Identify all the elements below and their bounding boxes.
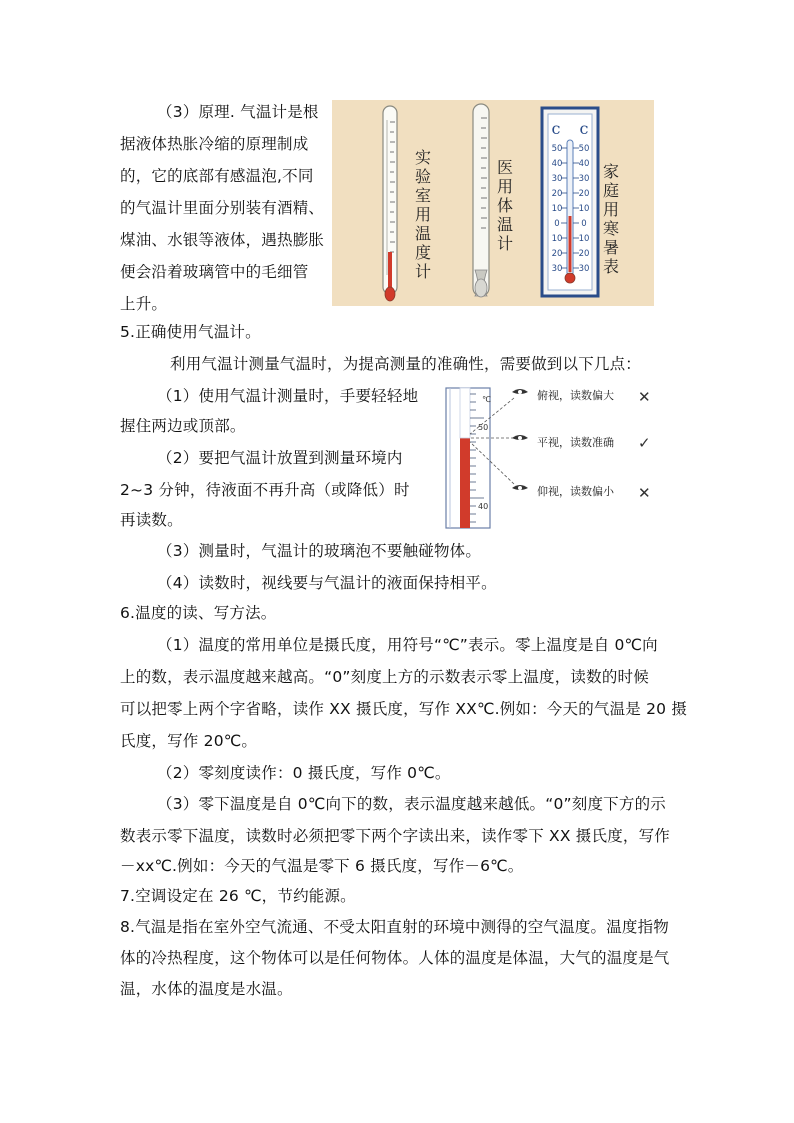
- section5-item2-line3: 再读数。: [120, 511, 183, 529]
- home-scale-label: 30: [578, 174, 590, 184]
- reading-angle-figure: [440, 380, 672, 530]
- lab-thermometer-icon: [383, 106, 397, 301]
- lab-thermometer-label: 实验室用温度计: [414, 148, 431, 281]
- medical-thermometer-icon: [473, 104, 489, 297]
- section5-item2-line1: （2）要把气温计放置到测量环境内: [157, 449, 403, 467]
- home-scale-label: 20: [578, 249, 590, 259]
- section8-line3: 温，水体的温度是水温。: [120, 980, 293, 998]
- section6-heading: 6.温度的读、写方法。: [120, 604, 277, 622]
- section5-item1-line2: 握住两边或顶部。: [120, 417, 246, 435]
- section8-line2: 体的冷热程度，这个物体可以是任何物体。人体的温度是体温，大气的温度是气: [120, 949, 670, 967]
- wrong-mark-icon: ✕: [638, 484, 651, 502]
- section6-p3-line2: 数表示零下温度，读数时必须把零下两个字读出来，读作零下 XX 摄氏度，写作: [120, 827, 670, 845]
- reading-unit-label: ℃: [482, 395, 491, 404]
- section6-p3-line3: －xx℃.例如：今天的气温是零下 6 摄氏度，写作－6℃。: [120, 857, 524, 875]
- section6-p1-line4: 氏度，写作 20℃。: [120, 732, 258, 750]
- section6-p3-line1: （3）零下温度是自 0℃向下的数，表示温度越来越低。“0”刻度下方的示: [157, 795, 666, 813]
- section5-item3: （3）测量时，气温计的玻璃泡不要触碰物体。: [157, 542, 482, 560]
- medical-thermometer-label: 医用体温计: [496, 158, 513, 253]
- eye-icon: [512, 389, 528, 394]
- home-thermometer-label: 家庭用寒暑表: [602, 162, 619, 276]
- home-scale-label: 20: [578, 189, 590, 199]
- looking-down-text: 俯视，读数偏大: [537, 389, 614, 402]
- home-scale-label: 0: [581, 219, 587, 229]
- eye-icon: [512, 435, 528, 440]
- principle-line-6: 便会沿着玻璃管中的毛细管: [120, 263, 309, 281]
- reading-tick-40: 40: [478, 502, 489, 511]
- home-scale-label: 20: [551, 189, 563, 199]
- section7-text: 7.空调设定在 26 ℃，节约能源。: [120, 887, 356, 905]
- home-scale-label: 30: [578, 264, 590, 274]
- principle-line-4: 的气温计里面分别装有酒精、: [120, 199, 325, 217]
- home-unit-left: c: [551, 119, 561, 138]
- section6-p1-line3: 可以把零上两个字省略，读作 XX 摄氏度，写作 XX℃.例如：今天的气温是 20 摄: [120, 700, 688, 718]
- section5-intro: 利用气温计测量气温时，为提高测量的准确性，需要做到以下几点：: [170, 355, 642, 373]
- home-scale-label: 30: [551, 174, 563, 184]
- looking-up-text: 仰视，读数偏小: [537, 485, 614, 498]
- eye-icon: [512, 485, 528, 490]
- section6-p1-line2: 上的数，表示温度越来越高。“0”刻度上方的示数表示零上温度，读数的时候: [120, 668, 649, 686]
- principle-line-2: 据液体热胀冷缩的原理制成: [120, 135, 309, 153]
- thermometer-types-figure: [332, 100, 654, 306]
- home-thermometer-icon: [542, 108, 598, 296]
- home-scale-label: 40: [578, 159, 590, 169]
- section5-heading: 5.正确使用气温计。: [120, 323, 261, 341]
- home-scale-label: 10: [578, 204, 590, 214]
- principle-line-3: 的，它的底部有感温泡,不同: [120, 167, 314, 185]
- principle-line-1: （3）原理. 气温计是根: [157, 103, 319, 121]
- reading-angle-illustration: [440, 380, 672, 530]
- home-unit-right: c: [579, 119, 589, 138]
- principle-line-5: 煤油、水银等液体，遇热膨胀: [120, 231, 325, 249]
- home-scale-label: 30: [551, 264, 563, 274]
- section8-line1: 8.气温是指在室外空气流通、不受太阳直射的环境中测得的空气温度。温度指物: [120, 918, 669, 936]
- home-scale-label: 10: [578, 234, 590, 244]
- section5-item1-line1: （1）使用气温计测量时，手要轻轻地: [157, 387, 419, 405]
- section5-item4: （4）读数时，视线要与气温计的液面保持相平。: [157, 574, 497, 592]
- wrong-mark-icon: ✕: [638, 388, 651, 406]
- section5-item2-line2: 2~3 分钟，待液面不再升高（或降低）时: [120, 481, 410, 499]
- home-scale-label: 10: [551, 234, 563, 244]
- right-mark-icon: ✓: [638, 434, 651, 452]
- principle-line-7: 上升。: [120, 295, 168, 313]
- section6-p1-line1: （1）温度的常用单位是摄氏度，用符号“℃”表示。零上温度是自 0℃向: [157, 636, 658, 654]
- home-scale-label: 50: [551, 144, 563, 154]
- home-scale-label: 20: [551, 249, 563, 259]
- home-scale-label: 0: [554, 219, 560, 229]
- section6-p2: （2）零刻度读作：0 摄氏度，写作 0℃。: [157, 764, 451, 782]
- looking-level-text: 平视，读数准确: [537, 436, 614, 449]
- home-scale-label: 50: [578, 144, 590, 154]
- home-scale-label: 10: [551, 204, 563, 214]
- reading-tick-50: 50: [478, 423, 489, 432]
- home-scale-label: 40: [551, 159, 563, 169]
